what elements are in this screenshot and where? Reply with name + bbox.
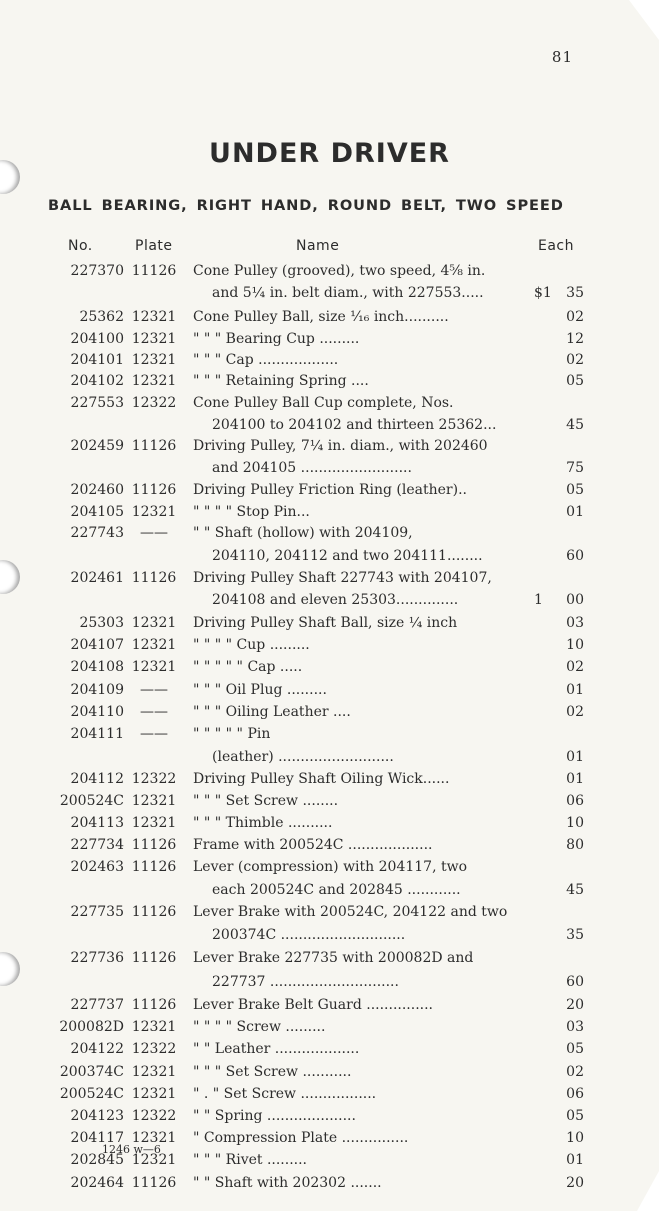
part-number: 204123 bbox=[70, 1108, 124, 1124]
part-name: Driving Pulley Shaft 227743 with 204107, bbox=[193, 570, 492, 586]
part-name: " " " Set Screw ........... bbox=[193, 1064, 352, 1080]
price-dollars: 1 bbox=[534, 592, 543, 608]
part-name: " " " Bearing Cup ......... bbox=[193, 331, 360, 347]
part-name: Driving Pulley Shaft Ball, size ¼ inch bbox=[193, 615, 458, 631]
page-number: 81 bbox=[551, 48, 573, 66]
column-header-each: Each bbox=[538, 238, 574, 254]
part-number: 200082D bbox=[59, 1019, 124, 1035]
price-each: 01 bbox=[566, 682, 584, 698]
price-each: 35 bbox=[566, 285, 584, 301]
part-name: 204110, 204112 and two 204111........ bbox=[212, 548, 483, 564]
part-number: 227736 bbox=[70, 950, 124, 966]
part-name: " " " Oil Plug ......... bbox=[193, 682, 327, 698]
list-item bbox=[0, 328, 659, 350]
part-number: 204101 bbox=[70, 352, 124, 368]
list-item bbox=[0, 701, 659, 723]
list-item bbox=[0, 856, 659, 878]
part-name: (leather) .......................... bbox=[212, 749, 394, 765]
price-each: 02 bbox=[566, 309, 584, 325]
list-item bbox=[0, 589, 659, 611]
part-name: " " Shaft (hollow) with 204109, bbox=[193, 525, 413, 541]
part-name: each 200524C and 202845 ............ bbox=[212, 882, 461, 898]
price-each: 02 bbox=[566, 1064, 584, 1080]
plate-number: 11126 bbox=[131, 1175, 177, 1191]
plate-number: 12322 bbox=[131, 771, 177, 787]
part-name: " Compression Plate ............... bbox=[193, 1130, 409, 1146]
part-name: Lever Brake 227735 with 200082D and bbox=[193, 950, 474, 966]
plate-number: 12321 bbox=[131, 504, 177, 520]
column-header-no: No. bbox=[68, 238, 93, 254]
part-number: 204108 bbox=[70, 659, 124, 675]
list-item bbox=[0, 994, 659, 1016]
price-each: 02 bbox=[566, 352, 584, 368]
part-number: 204105 bbox=[70, 504, 124, 520]
plate-number: 11126 bbox=[131, 263, 177, 279]
part-number: 227553 bbox=[70, 395, 124, 411]
plate-number: 11126 bbox=[131, 482, 177, 498]
price-each: 10 bbox=[566, 815, 584, 831]
list-item bbox=[0, 612, 659, 634]
part-number: 202845 bbox=[70, 1152, 124, 1168]
list-item bbox=[0, 947, 659, 969]
part-name: Cone Pulley Ball, size ⅟₁₆ inch.......... bbox=[193, 309, 449, 325]
plate-number: 12322 bbox=[131, 1041, 177, 1057]
price-each: 00 bbox=[566, 592, 584, 608]
part-name: 204100 to 204102 and thirteen 25362... bbox=[212, 417, 497, 433]
plate-number: 12321 bbox=[131, 1064, 177, 1080]
part-number: 204122 bbox=[70, 1041, 124, 1057]
price-each: 01 bbox=[566, 1152, 584, 1168]
part-name: 200374C ............................ bbox=[212, 927, 406, 943]
plate-number: 12321 bbox=[131, 1152, 177, 1168]
part-number: 202464 bbox=[70, 1175, 124, 1191]
plate-number: 11126 bbox=[131, 438, 177, 454]
part-name: " " " " " Cap ..... bbox=[193, 659, 303, 675]
part-name: Lever Brake with 200524C, 204122 and two bbox=[193, 904, 508, 920]
part-name: " " " " Screw ......... bbox=[193, 1019, 326, 1035]
part-name: " " " Cap .................. bbox=[193, 352, 339, 368]
list-item bbox=[0, 414, 659, 436]
list-item bbox=[0, 306, 659, 328]
plate-number: 12321 bbox=[131, 793, 177, 809]
price-each: 12 bbox=[566, 331, 584, 347]
price-each: 06 bbox=[566, 1086, 584, 1102]
list-item bbox=[0, 260, 659, 282]
part-number: 204100 bbox=[70, 331, 124, 347]
list-item bbox=[0, 501, 659, 523]
list-item bbox=[0, 1083, 659, 1105]
part-name: " " " Thimble .......... bbox=[193, 815, 333, 831]
plate-number: —— bbox=[140, 682, 168, 698]
list-item bbox=[0, 282, 659, 304]
part-name: Cone Pulley (grooved), two speed, 4⅝ in. bbox=[193, 263, 486, 279]
footer-code: 1246 w—6 bbox=[102, 1143, 161, 1156]
list-item bbox=[0, 634, 659, 656]
list-item bbox=[0, 545, 659, 567]
part-number: 202461 bbox=[70, 570, 124, 586]
list-item bbox=[0, 901, 659, 923]
price-each: 45 bbox=[566, 417, 584, 433]
part-name: " " " Set Screw ........ bbox=[193, 793, 339, 809]
part-number: 204112 bbox=[70, 771, 124, 787]
part-number: 204111 bbox=[70, 726, 124, 742]
list-item bbox=[0, 679, 659, 701]
plate-number: 12321 bbox=[131, 1019, 177, 1035]
list-item bbox=[0, 746, 659, 768]
plate-number: 12321 bbox=[131, 659, 177, 675]
column-header-plate: Plate bbox=[135, 238, 173, 254]
part-number: 227735 bbox=[70, 904, 124, 920]
list-item bbox=[0, 924, 659, 946]
plate-number: 12321 bbox=[131, 331, 177, 347]
price-each: 01 bbox=[566, 749, 584, 765]
price-each: 10 bbox=[566, 1130, 584, 1146]
list-item bbox=[0, 479, 659, 501]
part-name: Lever Brake Belt Guard ............... bbox=[193, 997, 433, 1013]
part-name: " " Leather ................... bbox=[193, 1041, 360, 1057]
part-name: Frame with 200524C ................... bbox=[193, 837, 433, 853]
price-each: 02 bbox=[566, 704, 584, 720]
part-number: 200374C bbox=[59, 1064, 124, 1080]
price-dollars: $1 bbox=[534, 285, 552, 301]
list-item bbox=[0, 723, 659, 745]
part-number: 200524C bbox=[59, 1086, 124, 1102]
page-title: UNDER DRIVER bbox=[209, 138, 450, 169]
plate-number: 12322 bbox=[131, 395, 177, 411]
part-name: and 204105 ......................... bbox=[212, 460, 412, 476]
price-each: 05 bbox=[566, 482, 584, 498]
part-name: " . " Set Screw ................. bbox=[193, 1086, 377, 1102]
part-number: 204117 bbox=[70, 1130, 124, 1146]
part-number: 202460 bbox=[70, 482, 124, 498]
plate-number: —— bbox=[140, 525, 168, 541]
plate-number: 12321 bbox=[131, 373, 177, 389]
list-item bbox=[0, 1016, 659, 1038]
part-name: " " Shaft with 202302 ....... bbox=[193, 1175, 382, 1191]
plate-number: 12322 bbox=[131, 1108, 177, 1124]
part-number: 204110 bbox=[70, 704, 124, 720]
price-each: 80 bbox=[566, 837, 584, 853]
plate-number: 12321 bbox=[131, 637, 177, 653]
list-item bbox=[0, 392, 659, 414]
plate-number: 12321 bbox=[131, 352, 177, 368]
part-number: 25303 bbox=[79, 615, 124, 631]
part-name: " " " " Stop Pin... bbox=[193, 504, 310, 520]
part-number: 200524C bbox=[59, 793, 124, 809]
price-each: 20 bbox=[566, 1175, 584, 1191]
part-number: 204109 bbox=[70, 682, 124, 698]
price-each: 75 bbox=[566, 460, 584, 476]
part-name: 204108 and eleven 25303.............. bbox=[212, 592, 459, 608]
price-each: 01 bbox=[566, 771, 584, 787]
page-corner bbox=[629, 0, 659, 40]
section-subtitle: BALL BEARING, RIGHT HAND, ROUND BELT, TWO SPEED bbox=[48, 197, 564, 214]
part-number: 227734 bbox=[70, 837, 124, 853]
plate-number: 11126 bbox=[131, 950, 177, 966]
list-item bbox=[0, 1127, 659, 1149]
plate-number: 11126 bbox=[131, 570, 177, 586]
price-each: 35 bbox=[566, 927, 584, 943]
price-each: 01 bbox=[566, 504, 584, 520]
part-number: 202459 bbox=[70, 438, 124, 454]
list-item bbox=[0, 435, 659, 457]
part-number: 227370 bbox=[70, 263, 124, 279]
list-item bbox=[0, 522, 659, 544]
list-item bbox=[0, 834, 659, 856]
list-item bbox=[0, 457, 659, 479]
plate-number: 12321 bbox=[131, 309, 177, 325]
plate-number: 12321 bbox=[131, 1086, 177, 1102]
plate-number: 12321 bbox=[131, 1130, 177, 1146]
plate-number: —— bbox=[140, 726, 168, 742]
part-name: and 5¼ in. belt diam., with 227553..... bbox=[212, 285, 484, 301]
list-item bbox=[0, 879, 659, 901]
list-item bbox=[0, 1061, 659, 1083]
part-name: " " " " Cup ......... bbox=[193, 637, 310, 653]
price-each: 02 bbox=[566, 659, 584, 675]
list-item bbox=[0, 1038, 659, 1060]
part-name: " " " " " Pin bbox=[193, 726, 271, 742]
part-number: 227737 bbox=[70, 997, 124, 1013]
plate-number: —— bbox=[140, 704, 168, 720]
list-item bbox=[0, 768, 659, 790]
price-each: 03 bbox=[566, 615, 584, 631]
part-name: Driving Pulley Friction Ring (leather).. bbox=[193, 482, 467, 498]
part-number: 204113 bbox=[70, 815, 124, 831]
price-each: 10 bbox=[566, 637, 584, 653]
list-item bbox=[0, 1105, 659, 1127]
list-item bbox=[0, 567, 659, 589]
part-name: Driving Pulley Shaft Oiling Wick...... bbox=[193, 771, 450, 787]
list-item bbox=[0, 1149, 659, 1171]
price-each: 05 bbox=[566, 1041, 584, 1057]
part-number: 204102 bbox=[70, 373, 124, 389]
list-item bbox=[0, 370, 659, 392]
column-header-name: Name bbox=[296, 238, 340, 254]
plate-number: 11126 bbox=[131, 904, 177, 920]
price-each: 03 bbox=[566, 1019, 584, 1035]
part-name: " " " Retaining Spring .... bbox=[193, 373, 369, 389]
part-number: 25362 bbox=[79, 309, 124, 325]
price-each: 05 bbox=[566, 1108, 584, 1124]
list-item bbox=[0, 1172, 659, 1194]
part-name: " " " Rivet ......... bbox=[193, 1152, 308, 1168]
price-each: 20 bbox=[566, 997, 584, 1013]
plate-number: 11126 bbox=[131, 859, 177, 875]
part-number: 202463 bbox=[70, 859, 124, 875]
part-name: Lever (compression) with 204117, two bbox=[193, 859, 468, 875]
plate-number: 12321 bbox=[131, 615, 177, 631]
price-each: 05 bbox=[566, 373, 584, 389]
price-each: 60 bbox=[566, 974, 584, 990]
part-name: Cone Pulley Ball Cup complete, Nos. bbox=[193, 395, 454, 411]
part-name: " " " Oiling Leather .... bbox=[193, 704, 351, 720]
plate-number: 12321 bbox=[131, 815, 177, 831]
price-each: 60 bbox=[566, 548, 584, 564]
part-name: Driving Pulley, 7¼ in. diam., with 202460 bbox=[193, 438, 488, 454]
list-item bbox=[0, 656, 659, 678]
plate-number: 11126 bbox=[131, 837, 177, 853]
price-each: 06 bbox=[566, 793, 584, 809]
part-name: " " Spring .................... bbox=[193, 1108, 356, 1124]
price-each: 45 bbox=[566, 882, 584, 898]
list-item bbox=[0, 349, 659, 371]
list-item bbox=[0, 971, 659, 993]
part-number: 204107 bbox=[70, 637, 124, 653]
part-name: 227737 ............................. bbox=[212, 974, 399, 990]
list-item bbox=[0, 812, 659, 834]
part-number: 227743 bbox=[70, 525, 124, 541]
plate-number: 11126 bbox=[131, 997, 177, 1013]
list-item bbox=[0, 790, 659, 812]
